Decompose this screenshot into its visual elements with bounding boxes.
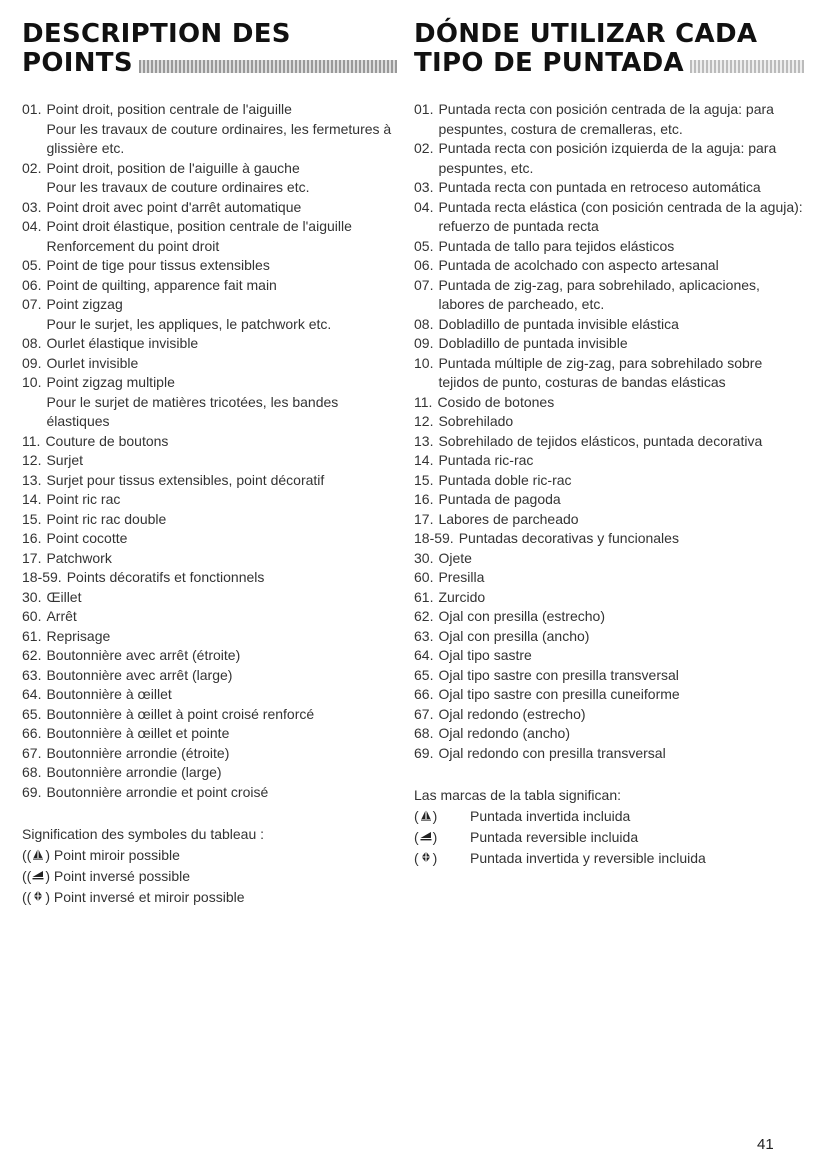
item-text: Point ric rac double: [46, 510, 167, 527]
item-number: 18-59.: [22, 569, 62, 585]
legend-text: ) Point inversé possible: [45, 868, 191, 884]
list-item: [22, 490, 397, 510]
spanish-stitch-list: [414, 100, 804, 763]
item-number: 16.: [22, 530, 42, 546]
list-item: [22, 763, 397, 783]
item-number: 05.: [22, 257, 42, 273]
legend-symbol: ( ): [414, 850, 438, 866]
spanish-legend-rows: [414, 806, 804, 869]
item-number: 06.: [22, 276, 42, 293]
item-number: 01.: [22, 101, 42, 117]
item-text: Puntada múltiple de zig-zag, para sobrehilado sobre tejidos de punto, costuras de bandas elásticas: [438, 354, 763, 390]
list-item: [414, 510, 804, 530]
item-text: Ojal tipo sastre con presilla transversal: [438, 666, 679, 683]
list-item: [414, 646, 804, 666]
item-text: Pour le surjet de matières tricotées, les bandes élastiques: [46, 393, 339, 429]
item-number: 66.: [414, 686, 434, 702]
item-number: 66.: [22, 725, 42, 741]
reverse-mirror-icon: [419, 850, 433, 864]
list-item: [22, 607, 397, 627]
item-number: 68.: [22, 764, 42, 780]
list-item: [414, 276, 804, 315]
reverse-mirror-icon: [31, 889, 45, 903]
french-legend-heading: Signification des symboles du tableau :: [22, 826, 265, 842]
legend-row: [414, 806, 804, 827]
item-number: 65.: [414, 666, 434, 683]
list-item: [22, 120, 397, 159]
french-stitch-list: [22, 100, 397, 802]
page-number: 41: [757, 1136, 774, 1153]
list-item: [414, 588, 804, 608]
list-item: [414, 412, 804, 432]
item-text: Zurcido: [438, 588, 486, 605]
item-number: 12.: [414, 413, 434, 429]
item-number: 17.: [22, 549, 42, 566]
item-text: Puntada doble ric-rac: [438, 471, 572, 488]
item-number: 06.: [414, 257, 434, 273]
item-text: Œillet: [46, 588, 82, 605]
item-number: 30.: [414, 549, 434, 566]
list-item: [22, 568, 397, 588]
item-text: Reprisage: [46, 627, 111, 644]
item-text: Point ric rac: [46, 491, 121, 507]
list-item: [414, 471, 804, 491]
french-legend: [22, 824, 397, 908]
list-item: [22, 178, 397, 198]
list-item: [414, 237, 804, 257]
legend-symbol: ((: [22, 866, 45, 887]
spanish-legend: [414, 785, 804, 869]
item-text: Arrêt: [46, 608, 77, 624]
item-number: 14.: [414, 452, 434, 468]
list-item: [22, 198, 397, 218]
list-item: [414, 529, 804, 549]
item-text: Point de quilting, apparence fait main: [46, 276, 277, 293]
item-text: Renforcement du point droit: [46, 237, 220, 254]
spanish-column: [414, 20, 804, 869]
item-number: 15.: [414, 471, 434, 488]
item-number: 30.: [22, 588, 42, 605]
legend-symbol: ((: [22, 887, 45, 908]
list-item: [414, 139, 804, 178]
list-item: [414, 705, 804, 725]
item-number: 03.: [414, 179, 434, 195]
list-item: [414, 685, 804, 705]
list-item: [414, 198, 804, 237]
list-item: [22, 159, 397, 179]
item-text: Boutonnière arrondie (étroite): [46, 744, 230, 761]
item-text: Boutonnière avec arrêt (étroite): [46, 647, 241, 663]
list-item: [22, 588, 397, 608]
item-text: Puntada de pagoda: [438, 491, 561, 507]
french-title-line1: DESCRIPTION DES: [22, 19, 291, 49]
item-number: 61.: [414, 588, 434, 605]
item-text: Ojal redondo (estrecho): [438, 705, 586, 722]
item-text: Sobrehilado de tejidos elásticos, puntada decorativa: [438, 432, 763, 449]
list-item: [414, 724, 804, 744]
item-text: Point de tige pour tissus extensibles: [46, 257, 270, 273]
french-title-line2-row: [22, 49, 397, 78]
item-text: Ojal con presilla (estrecho): [438, 608, 605, 624]
item-text: Boutonnière à œillet à point croisé renforcé: [46, 705, 315, 722]
item-number: 18-59.: [414, 530, 454, 546]
list-item: [22, 627, 397, 647]
item-text: Pour les travaux de couture ordinaires etc.: [46, 179, 310, 195]
legend-row: [414, 827, 804, 848]
list-item: [414, 432, 804, 452]
item-number: 68.: [414, 725, 434, 741]
item-number: 65.: [22, 705, 42, 722]
list-item: [414, 627, 804, 647]
list-item: [22, 432, 397, 452]
legend-text: Puntada reversible incluida: [470, 829, 639, 845]
item-text: Point droit avec point d'arrêt automatique: [46, 198, 302, 215]
list-item: [22, 451, 397, 471]
item-number: 69.: [414, 744, 434, 761]
item-text: Dobladillo de puntada invisible elástica: [438, 315, 679, 332]
item-text: Presilla: [438, 569, 485, 585]
item-number: 62.: [414, 608, 434, 624]
item-text: Couture de boutons: [45, 432, 169, 449]
list-item: [22, 724, 397, 744]
list-item: [414, 178, 804, 198]
item-number: 15.: [22, 510, 42, 527]
item-number: 08.: [414, 315, 434, 332]
french-legend-rows: [22, 845, 397, 908]
item-number: 11.: [414, 393, 433, 410]
mirror-icon: [31, 847, 45, 861]
list-item: [22, 334, 397, 354]
list-item: [414, 490, 804, 510]
reverse-icon: [419, 829, 433, 843]
item-number: 10.: [22, 374, 42, 390]
item-number: 01.: [414, 101, 434, 117]
item-number: 02.: [22, 159, 42, 176]
item-text: Points décoratifs et fonctionnels: [66, 569, 265, 585]
list-item: [414, 744, 804, 764]
list-item: [22, 744, 397, 764]
reverse-icon: [31, 868, 45, 882]
item-text: Patchwork: [46, 549, 112, 566]
list-item: [22, 373, 397, 393]
list-item: [22, 217, 397, 237]
item-text: Ojal tipo sastre: [438, 647, 532, 663]
list-item: [22, 295, 397, 315]
item-number: 05.: [414, 237, 434, 254]
legend-row: [414, 848, 804, 869]
legend-text: Puntada invertida incluida: [470, 808, 631, 824]
item-text: Labores de parcheado: [438, 510, 579, 527]
item-text: Puntada recta con posición centrada de la aguja: para pespuntes, costura de cremalleras, etc.: [438, 101, 774, 137]
mirror-icon: [419, 808, 433, 822]
item-number: 63.: [22, 666, 42, 683]
list-item: [414, 100, 804, 139]
item-text: Cosido de botones: [437, 393, 555, 410]
item-number: 04.: [22, 218, 42, 234]
item-text: Surjet: [46, 452, 84, 468]
item-text: Ourlet élastique invisible: [46, 335, 199, 351]
item-number: 60.: [22, 608, 42, 624]
item-text: Surjet pour tissus extensibles, point décoratif: [46, 471, 325, 488]
list-item: [22, 549, 397, 569]
item-number: 64.: [22, 686, 42, 702]
list-item: [22, 354, 397, 374]
spanish-legend-heading: Las marcas de la tabla significan:: [414, 787, 621, 803]
item-text: Point cocotte: [46, 530, 128, 546]
item-text: Puntada recta con puntada en retroceso automática: [438, 179, 761, 195]
list-item: [414, 315, 804, 335]
item-number: 07.: [414, 276, 434, 293]
item-text: Boutonnière arrondie et point croisé: [46, 783, 269, 800]
legend-symbol: ( ): [414, 808, 438, 824]
list-item: [414, 549, 804, 569]
spanish-title-line1: DÓNDE UTILIZAR CADA: [414, 19, 758, 49]
french-title-line2: POINTS: [22, 48, 133, 78]
item-number: 09.: [414, 335, 434, 351]
item-text: Point droit, position de l'aiguille à gauche: [46, 159, 300, 176]
spanish-title-line2-row: [414, 49, 804, 78]
list-item: [414, 354, 804, 393]
legend-symbol: ( ): [414, 829, 438, 845]
list-item: [22, 237, 397, 257]
legend-symbol: ((: [22, 845, 45, 866]
item-number: 14.: [22, 491, 42, 507]
legend-text: ) Point miroir possible: [45, 847, 180, 863]
item-text: Boutonnière avec arrêt (large): [46, 666, 233, 683]
item-text: Point droit élastique, position centrale de l'aiguille: [46, 218, 352, 234]
item-number: 16.: [414, 491, 434, 507]
legend-row: [22, 845, 397, 866]
list-item: [414, 666, 804, 686]
list-item: [414, 334, 804, 354]
list-item: [414, 256, 804, 276]
legend-text: ) Point inversé et miroir possible: [45, 889, 245, 905]
list-item: [22, 510, 397, 530]
title-decorative-bar: [690, 60, 804, 73]
list-item: [414, 607, 804, 627]
item-number: 13.: [22, 471, 42, 488]
item-text: Ojete: [438, 549, 472, 566]
item-text: Pour les travaux de couture ordinaires, les fermetures à glissière etc.: [46, 120, 392, 156]
list-item: [22, 256, 397, 276]
item-text: Ojal redondo con presilla transversal: [438, 744, 666, 761]
item-number: 62.: [22, 647, 42, 663]
list-item: [22, 276, 397, 296]
item-number: 12.: [22, 452, 42, 468]
item-text: Puntada ric-rac: [438, 452, 534, 468]
item-text: Puntada de acolchado con aspecto artesanal: [438, 257, 719, 273]
item-text: Puntada de tallo para tejidos elásticos: [438, 237, 675, 254]
item-number: 13.: [414, 432, 434, 449]
item-text: Puntada recta con posición izquierda de la aguja: para pespuntes, etc.: [438, 140, 777, 176]
item-number: 60.: [414, 569, 434, 585]
list-item: [22, 685, 397, 705]
item-number: 04.: [414, 198, 434, 215]
list-item: [414, 451, 804, 471]
item-number: 64.: [414, 647, 434, 663]
list-item: [22, 783, 397, 803]
item-text: Puntada de zig-zag, para sobrehilado, aplicaciones, labores de parcheado, etc.: [438, 276, 760, 312]
list-item: [22, 471, 397, 491]
spanish-title-line2: TIPO DE PUNTADA: [414, 48, 684, 78]
item-text: Ojal tipo sastre con presilla cuneiforme: [438, 686, 680, 702]
list-item: [22, 705, 397, 725]
item-text: Sobrehilado: [438, 413, 514, 429]
title-decorative-bar: [139, 60, 397, 73]
legend-row: [22, 866, 397, 887]
item-text: Ourlet invisible: [46, 354, 139, 371]
item-number: 61.: [22, 627, 42, 644]
list-item: [22, 666, 397, 686]
item-text: Puntada recta elástica (con posición centrada de la aguja): refuerzo de puntada recta: [438, 198, 803, 234]
item-text: Dobladillo de puntada invisible: [438, 335, 628, 351]
legend-text: Puntada invertida y reversible incluida: [470, 850, 706, 866]
item-number: 63.: [414, 627, 434, 644]
item-text: Boutonnière à œillet: [46, 686, 172, 702]
item-number: 10.: [414, 354, 434, 371]
item-text: Point droit, position centrale de l'aiguille: [46, 101, 292, 117]
list-item: [22, 315, 397, 335]
item-text: Ojal con presilla (ancho): [438, 627, 590, 644]
item-number: 67.: [22, 744, 42, 761]
item-text: Ojal redondo (ancho): [438, 725, 570, 741]
item-number: 02.: [414, 140, 434, 156]
item-number: 11.: [22, 432, 41, 449]
item-text: Boutonnière à œillet et pointe: [46, 725, 230, 741]
item-number: 17.: [414, 510, 434, 527]
list-item: [414, 393, 804, 413]
item-text: Puntadas decorativas y funcionales: [458, 530, 679, 546]
item-number: 08.: [22, 335, 42, 351]
list-item: [22, 100, 397, 120]
item-number: 69.: [22, 783, 42, 800]
item-text: Point zigzag multiple: [46, 374, 175, 390]
legend-row: [22, 887, 397, 908]
item-number: 07.: [22, 296, 42, 312]
list-item: [22, 646, 397, 666]
french-column: [22, 20, 397, 908]
list-item: [22, 393, 397, 432]
item-number: 09.: [22, 354, 42, 371]
list-item: [414, 568, 804, 588]
item-number: 03.: [22, 198, 42, 215]
item-text: Point zigzag: [46, 296, 123, 312]
list-item: [22, 529, 397, 549]
item-text: Boutonnière arrondie (large): [46, 764, 222, 780]
item-text: Pour le surjet, les appliques, le patchwork etc.: [46, 315, 332, 332]
item-number: 67.: [414, 705, 434, 722]
